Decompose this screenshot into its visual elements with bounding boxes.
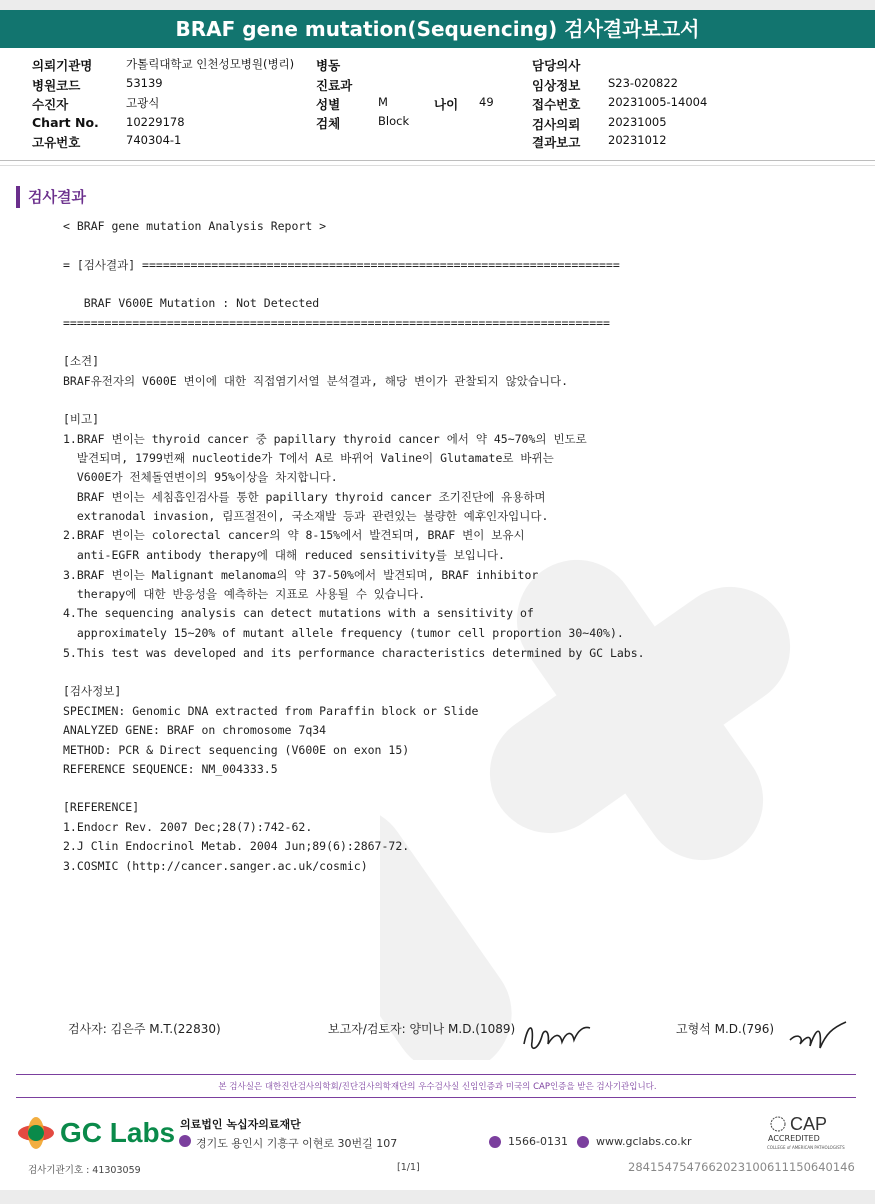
remark-line: V600E가 전체돌연변이의 95%이상을 차지합니다. [63,470,338,484]
institution-label: 의뢰기관명 [32,58,93,73]
reference-line: 3.COSMIC (http://cancer.sanger.ac.uk/cosmic) [63,859,368,873]
hospital-code-label: 병원코드 [32,78,81,93]
divider [0,165,875,166]
barcode-number: 2841547547662023100611150640146 [628,1160,855,1174]
remarks-header: [비고] [63,412,100,426]
cap-accredited: ACCREDITED [768,1134,820,1143]
cap-seal-icon [770,1116,786,1132]
reporter-signature: 보고자/검토자: 양미나 M.D.(1089) [328,1022,516,1036]
receipt-label: 접수번호 [532,97,581,112]
remark-line: 5.This test was developed and its performance characteristics determined by GC Labs. [63,646,645,660]
home-icon [577,1136,589,1148]
test-info-line: SPECIMEN: Genomic DNA extracted from Paraffin block or Slide [63,704,479,718]
divider [16,1074,856,1075]
specimen-label: 검체 [316,116,341,131]
certification-text: 본 검사실은 대한진단검사의학회/진단검사의학재단의 우수검사실 신임인증과 미국의 CAP인증을 받은 검사기관입니다. [218,1082,657,1092]
institution-code: 검사기관기호 : 41303059 [28,1165,141,1176]
id-value: 740304-1 [126,133,182,147]
patient-info [0,52,875,158]
receipt-value: 20231005-14004 [608,95,708,109]
remark-line: extranodal invasion, 림프절전이, 국소재발 등과 관련있는 불량한 예후인자입니다. [63,509,549,523]
clinical-info-value: S23-020822 [608,76,678,90]
opinion-text: BRAF유전자의 V600E 변이에 대한 직접염기서열 분석결과, 해당 변이가 관찰되지 않았습니다. [63,374,569,388]
department-label: 진료과 [316,78,353,93]
gc-logo-icon [16,1115,56,1151]
remark-line: 1.BRAF 변이는 thyroid cancer 중 papillary thyroid cancer 에서 약 45~70%의 빈도로 [63,432,587,446]
divider [16,1097,856,1098]
request-value: 20231005 [608,115,667,129]
sex-value: M [378,95,388,109]
divider [0,160,875,161]
sex-label: 성별 [316,97,341,112]
doctor-label: 담당의사 [532,58,581,73]
footer [0,1106,875,1186]
result-header: = [검사결과] ===================================================================== [63,258,620,272]
request-label: 검사의뢰 [532,117,581,132]
location-icon [179,1135,191,1147]
cap-logo: CAP [790,1114,828,1134]
logo-text: GC Labs [60,1117,176,1148]
remark-line: 4.The sequencing analysis can detect mutations with a sensitivity of [63,606,534,620]
recipient-label: 수진자 [32,97,69,112]
remark-line: approximately 15~20% of mutant allele frequency (tumor cell proportion 30~40%). [63,626,624,640]
handwritten-signature-icon [520,1014,596,1056]
test-info-line: ANALYZED GENE: BRAF on chromosome 7q34 [63,723,327,737]
remark-line: therapy에 대한 반응성을 예측하는 지표로 사용될 수 있습니다. [63,587,426,601]
result-report-value: 20231012 [608,133,667,147]
handwritten-signature-icon [786,1014,852,1056]
age-label: 나이 [434,97,459,112]
chart-label: Chart No. [32,115,99,130]
age-value: 49 [479,95,494,109]
recipient-value: 고광식 [126,96,160,110]
chart-value: 10229178 [126,115,185,129]
id-label: 고유번호 [32,135,81,150]
remark-line: 2.BRAF 변이는 colorectal cancer의 약 8-15%에서 발견되며, BRAF 변이 보유시 [63,528,525,542]
result-line: BRAF V600E Mutation : Not Detected [63,296,320,310]
remark-line: anti-EGFR antibody therapy에 대해 reduced sensitivity를 보입니다. [63,548,505,562]
hospital-code-value: 53139 [126,76,163,90]
tester-signature: 검사자: 김은주 M.T.(22830) [68,1022,221,1036]
reference-line: 2.J Clin Endocrinol Metab. 2004 Jun;89(6):2867-72. [63,839,410,853]
result-divider: =============================================================================== [63,316,610,330]
phone: 1566-0131 [508,1135,568,1148]
section-title: 검사결과 [16,186,86,208]
remark-line: 3.BRAF 변이는 Malignant melanoma의 약 37-50%에서 발견되며, BRAF inhibitor [63,568,539,582]
remark-line: 발견되며, 1799번째 nucleotide가 T에서 A로 바뀌어 Valine이 Glutamate로 바뀌는 [63,451,554,465]
cap-college: COLLEGE of AMERICAN PATHOLOGISTS [767,1145,845,1150]
institution-value: 가톨릭대학교 인천성모병원(병리) [126,57,295,71]
phone-icon [489,1136,501,1148]
address: 경기도 용인시 기흥구 이현로 30번길 107 [196,1137,398,1150]
report-title: BRAF gene mutation(Sequencing) 검사결과보고서 [0,10,875,48]
opinion-header: [소견] [63,354,100,368]
top-margin [0,0,875,10]
third-signature: 고형석 M.D.(796) [676,1022,775,1036]
clinical-info-label: 임상정보 [532,78,581,93]
specimen-value: Block [378,114,410,128]
analysis-report-title: < BRAF gene mutation Analysis Report > [63,219,327,233]
reference-header: [REFERENCE] [63,800,140,814]
foundation-name: 의료법인 녹십자의료재단 [180,1118,301,1131]
result-report-label: 결과보고 [532,135,581,150]
test-info-line: REFERENCE SEQUENCE: NM_004333.5 [63,762,278,776]
bottom-margin [0,1190,875,1204]
remark-line: BRAF 변이는 세침흡인검사를 통한 papillary thyroid cancer 조기진단에 유용하며 [63,490,546,504]
test-info-line: METHOD: PCR & Direct sequencing (V600E on exon 15) [63,743,410,757]
reference-line: 1.Endocr Rev. 2007 Dec;28(7):742-62. [63,820,313,834]
page-number: [1/1] [397,1162,420,1173]
website: www.gclabs.co.kr [596,1135,692,1148]
test-info-header: [검사정보] [63,684,122,698]
ward-label: 병동 [316,58,341,73]
